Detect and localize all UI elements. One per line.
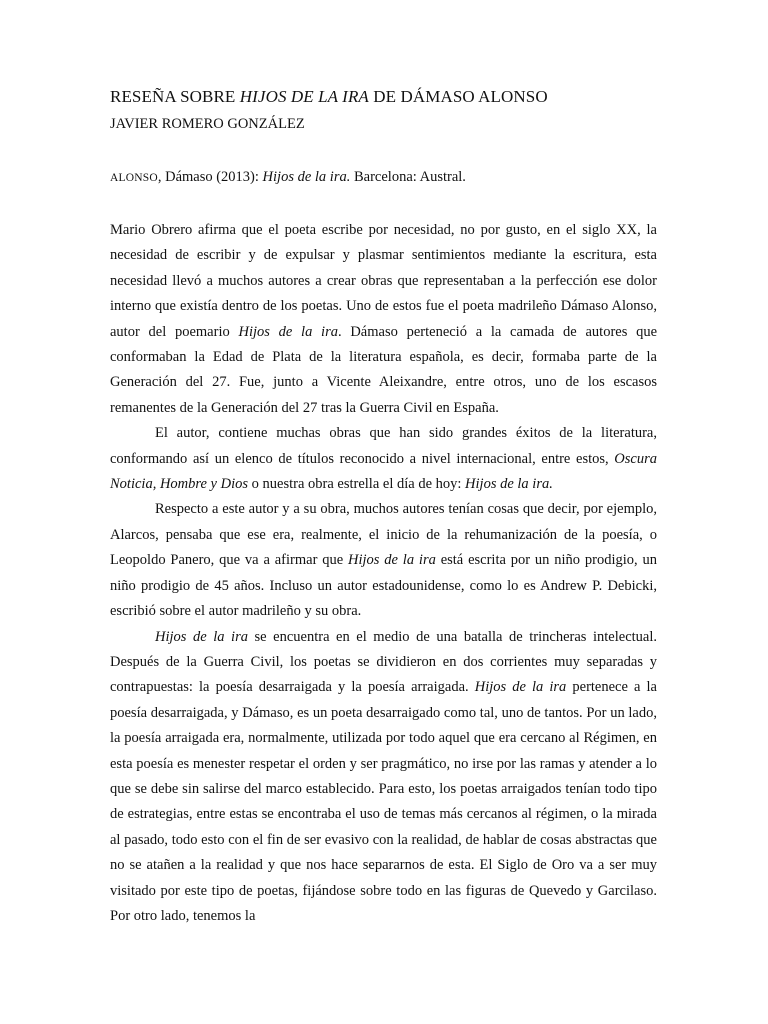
paragraph-4 [110, 625, 657, 930]
citation-surname: ALONSO [110, 172, 158, 184]
paragraph-2-works-titles: Oscura Noticia, Hombre y Dios [110, 450, 657, 493]
paragraph-3-text-b: está escrita por un niño prodigio, un niño prodigio de 45 años. Incluso un autor estadounidense, como lo es Andrew P. Debicki, escribió sobre el autor madrileño y su obra. [110, 552, 657, 620]
paragraph-2 [110, 421, 657, 497]
paragraph-4-book-title-b: Hijos de la ira [474, 679, 567, 696]
paragraph-1-book-title: Hijos de la ira [238, 323, 338, 340]
paragraph-2-text-a: El autor, contiene muchas obras que han sido grandes éxitos de la literatura, conformando así un elenco de títulos reconocido a nivel internacional, entre estos, [110, 425, 657, 467]
paragraph-1-text-b: . Dámaso perteneció a la camada de autores que conformaban la Edad de Plata de la literatura española, es decir, formaba parte de la Generación del 27. Fue, junto a Vicente Aleixandre, entre otros, uno de los escasos remanentes de la Generación del 27 tras la Guerra Civil en España. [110, 323, 658, 416]
paragraph-2-book-title: Hijos de la ira. [465, 476, 553, 493]
document-title [110, 86, 657, 108]
citation-publisher: Barcelona: Austral. [350, 169, 466, 185]
title-part-2: DE DÁMASO ALONSO [368, 87, 548, 106]
author-name: JAVIER ROMERO GONZÁLEZ [110, 116, 305, 132]
paragraph-2-text-b: o nuestra obra estrella el día de hoy: [248, 476, 466, 493]
paragraph-3 [110, 497, 657, 624]
citation-book-title: Hijos de la ira. [262, 169, 351, 185]
paragraph-1 [110, 218, 657, 421]
paragraph-4-book-title-a: Hijos de la ira [155, 628, 248, 645]
bibliographic-citation [110, 167, 657, 188]
paragraph-3-text-a: Respecto a este autor y a su obra, muchos autores tenían cosas que decir, por ejemplo, Alarcos, pensaba que ese era, realmente, el inicio de la rehumanización de la poesía, o Leopoldo Panero, que va a afirmar que [110, 501, 657, 569]
title-book-name: HIJOS DE LA IRA [239, 87, 369, 106]
citation-author-year: , Dámaso (2013): [157, 169, 263, 185]
paragraph-3-book-title: Hijos de la ira [348, 552, 436, 569]
review-body [110, 218, 657, 929]
title-part-1: RESEÑA SOBRE [110, 87, 240, 106]
document-page [110, 86, 657, 929]
paragraph-4-text-a: se encuentra en el medio de una batalla de trincheras intelectual. Después de la Guerra Civil, los poetas se dividieron en dos corrientes muy separadas y contrapuestas: la poesía desarraigada y la poesía arraigada. [110, 628, 657, 696]
paragraph-4-text-b: pertenece a la poesía desarraigada, y Dámaso, es un poeta desarraigado como tal, uno de tantos. Por un lado, la poesía arraigada era, normalmente, utilizada por todo aquel que era cercano al Régimen, en esta poesía es menester respetar el orden y ser pragmático, no irse por las ramas y atender a lo que se debe sin salirse del marco establecido. Para esto, los poetas arraigados tenían todo tipo de estrategias, entre estas se encontraba el uso de temas más cercanos al régimen, o la mirada al pasado, todo esto con el fin de ser evasivo con la realidad, de hablar de cosas abstractas que no se atañen a la realidad y que nos hace separarnos de esta. El Siglo de Oro va a ser muy visitado por este tipo de poetas, fijándose sobre todo en las figuras de Quevedo y Garcilaso. Por otro lado, tenemos la [110, 679, 657, 924]
paragraph-1-text-a: Mario Obrero afirma que el poeta escribe por necesidad, no por gusto, en el siglo XX, la necesidad de escribir y de expulsar y plasmar sentimientos mediante la escritura, esta necesidad llevó a muchos autores a crear obras que representaban a la perfección ese dolor interno que existía dentro de los poetas. Uno de estos fue el poeta madrileño Dámaso Alonso, autor del poemario [110, 222, 657, 340]
